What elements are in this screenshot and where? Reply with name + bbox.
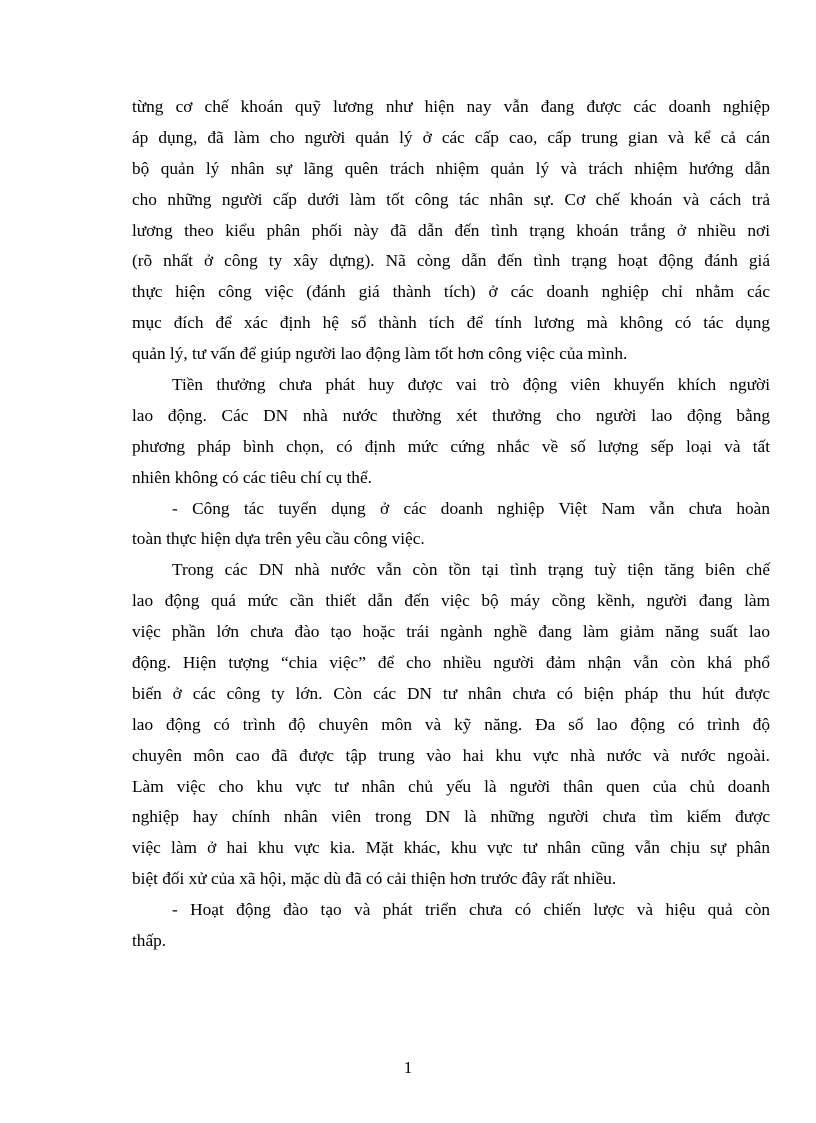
paragraph <box>132 555 770 895</box>
text-line: nhiên không có các tiêu chí cụ thể. <box>132 467 372 487</box>
text-line: - Công tác tuyển dụng ở các doanh nghiệp Việt Nam vẫn chưa hoàn <box>172 498 770 518</box>
paragraph <box>132 370 770 494</box>
text-line: toàn thực hiện dựa trên yêu cầu công việc. <box>132 529 425 549</box>
text-line: thực hiện công việc (đánh giá thành tích) ở các doanh nghiệp chỉ nhằm các <box>132 282 770 302</box>
text-line: động. Hiện tượng “chia việc” để cho nhiều người đảm nhận vẫn còn khá phổ <box>132 653 770 673</box>
body-text <box>132 92 770 957</box>
text-line: (rõ nhất ở công ty xây dựng). Nã còng dẫn đến tình trạng hoạt động đánh giá <box>132 251 770 271</box>
text-line: mục đích để xác định hệ số thành tích để tính lương mà không có tác dụng <box>132 313 770 333</box>
text-line: bộ quản lý nhân sự lãng quên trách nhiệm quản lý và trách nhiệm hướng dẫn <box>132 158 770 178</box>
text-line: phương pháp bình chọn, có định mức cứng nhắc về số lượng sếp loại và tất <box>132 436 770 456</box>
paragraph <box>132 494 770 556</box>
text-line: Làm việc cho khu vực tư nhân chủ yếu là người thân quen của chủ doanh <box>132 776 770 796</box>
text-line: biệt đối xử của xã hội, mặc dù đã có cải thiện hơn trước đây rất nhiều. <box>132 869 617 889</box>
text-line: lao động có trình độ chuyên môn và kỹ năng. Đa số lao động có trình độ <box>132 714 770 734</box>
text-line: lao động quá mức cần thiết dẫn đến việc bộ máy cồng kềnh, người đang làm <box>132 591 770 611</box>
text-line: lao động. Các DN nhà nước thường xét thưởng cho người lao động bằng <box>132 405 770 425</box>
page-number: 1 <box>403 1058 413 1077</box>
paragraph <box>132 92 770 370</box>
text-line: Trong các DN nhà nước vẫn còn tồn tại tình trạng tuỳ tiện tăng biên chế <box>172 560 770 580</box>
text-line: cho những người cấp dưới làm tốt công tác nhân sự. Cơ chế khoán và cách trả <box>132 189 770 209</box>
text-line: thấp. <box>132 931 167 951</box>
text-line: áp dụng, đã làm cho người quản lý ở các cấp cao, cấp trung gian và kể cả cán <box>132 127 770 147</box>
text-line: biến ở các công ty lớn. Còn các DN tư nhân chưa có biện pháp thu hút được <box>132 683 770 703</box>
text-line: Tiền thưởng chưa phát huy được vai trò động viên khuyến khích người <box>172 375 770 395</box>
text-line: việc làm ở hai khu vực kia. Mặt khác, khu vực tư nhân cũng vẫn chịu sự phân <box>132 838 770 858</box>
text-line: quản lý, tư vấn để giúp người lao động làm tốt hơn công việc của mình. <box>132 344 628 364</box>
text-line: việc phần lớn chưa đào tạo hoặc trái ngành nghề đang làm giảm năng suất lao <box>132 622 770 642</box>
text-line: lương theo kiểu phân phối này đã dẫn đến tình trạng khoán trắng ở nhiều nơi <box>132 220 770 240</box>
text-line: nghiệp hay chính nhân viên trong DN là những người chưa tìm kiếm được <box>132 807 770 827</box>
text-line: từng cơ chế khoán quỹ lương như hiện nay vẫn đang được các doanh nghiệp <box>132 97 770 116</box>
text-line: - Hoạt động đào tạo và phát triển chưa có chiến lược và hiệu quả còn <box>172 900 770 920</box>
paragraph <box>132 895 770 957</box>
text-line: chuyên môn cao đã được tập trung vào hai khu vực nhà nước và nước ngoài. <box>132 745 770 765</box>
